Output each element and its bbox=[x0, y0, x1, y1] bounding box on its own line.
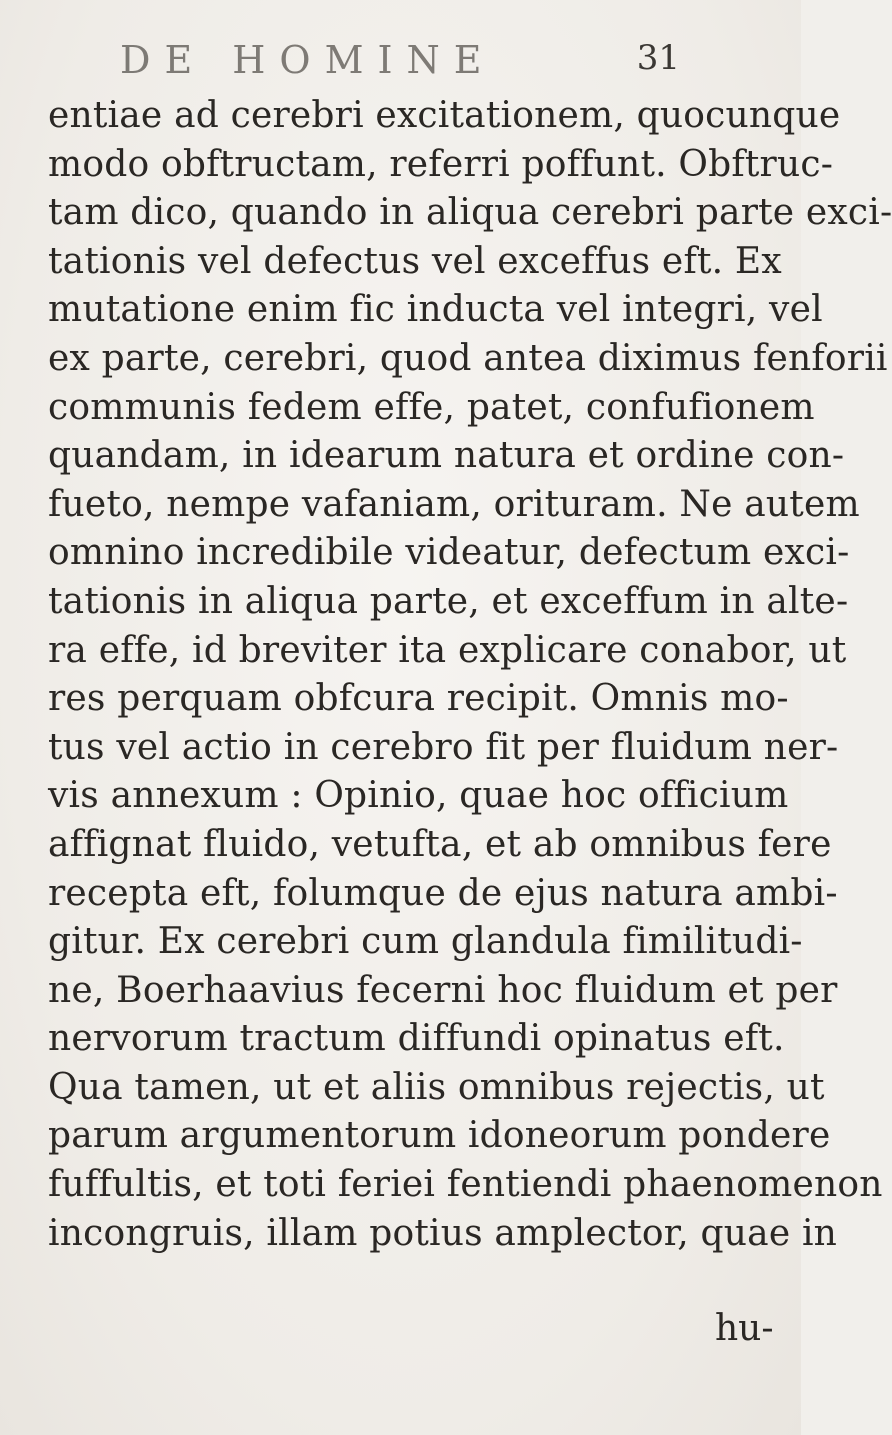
page-number: 31 bbox=[636, 38, 680, 78]
body-text bbox=[48, 92, 892, 1258]
text-line: mutatione enim fic inducta vel integri, vel bbox=[48, 289, 823, 331]
text-line: recepta eft, folumque de ejus natura ambi- bbox=[48, 872, 838, 914]
running-head: DE HOMINE bbox=[120, 38, 496, 82]
page-header bbox=[120, 38, 680, 88]
text-line: tationis vel defectus vel exceffus eft. Ex bbox=[48, 240, 782, 282]
text-line: res perquam obfcura recipit. Omnis mo- bbox=[48, 678, 789, 720]
text-line: tus vel actio in cerebro fit per fluidum ner- bbox=[48, 726, 839, 768]
text-line: fueto, nempe vafaniam, orituram. Ne autem bbox=[48, 483, 860, 525]
text-line: tam dico, quando in aliqua cerebri parte exci- bbox=[48, 192, 892, 234]
text-line: parum argumentorum idoneorum pondere bbox=[48, 1115, 831, 1157]
text-line: fuffultis, et toti feriei fentiendi phaenomenon bbox=[48, 1164, 883, 1206]
text-line: vis annexum : Opinio, quae hoc officium bbox=[48, 775, 789, 817]
text-line: entiae ad cerebri excitationem, quocunque bbox=[48, 95, 841, 136]
text-line: ex parte, cerebri, quod antea diximus fenforii bbox=[48, 337, 888, 379]
text-line: affignat fluido, vetufta, et ab omnibus fere bbox=[48, 823, 832, 865]
text-line: gitur. Ex cerebri cum glandula fimilitudi- bbox=[48, 921, 803, 963]
text-line: Qua tamen, ut et aliis omnibus rejectis, ut bbox=[48, 1066, 825, 1108]
text-line: tationis in aliqua parte, et exceffum in alte- bbox=[48, 580, 849, 622]
text-line: incongruis, illam potius amplector, quae in bbox=[48, 1212, 838, 1254]
catchword: hu- bbox=[715, 1308, 774, 1349]
text-line: nervorum tractum diffundi opinatus eft. bbox=[48, 1018, 785, 1060]
text-line: omnino incredibile videatur, defectum exci- bbox=[48, 532, 850, 574]
text-line: communis fedem effe, patet, confufionem bbox=[48, 386, 815, 428]
text-line: ne, Boerhaavius fecerni hoc fluidum et per bbox=[48, 969, 838, 1011]
text-line: quandam, in idearum natura et ordine con- bbox=[48, 435, 845, 477]
text-line: modo obftructam, referri poffunt. Obftruc- bbox=[48, 143, 834, 185]
text-line: ra effe, id breviter ita explicare conabor, ut bbox=[48, 629, 847, 671]
